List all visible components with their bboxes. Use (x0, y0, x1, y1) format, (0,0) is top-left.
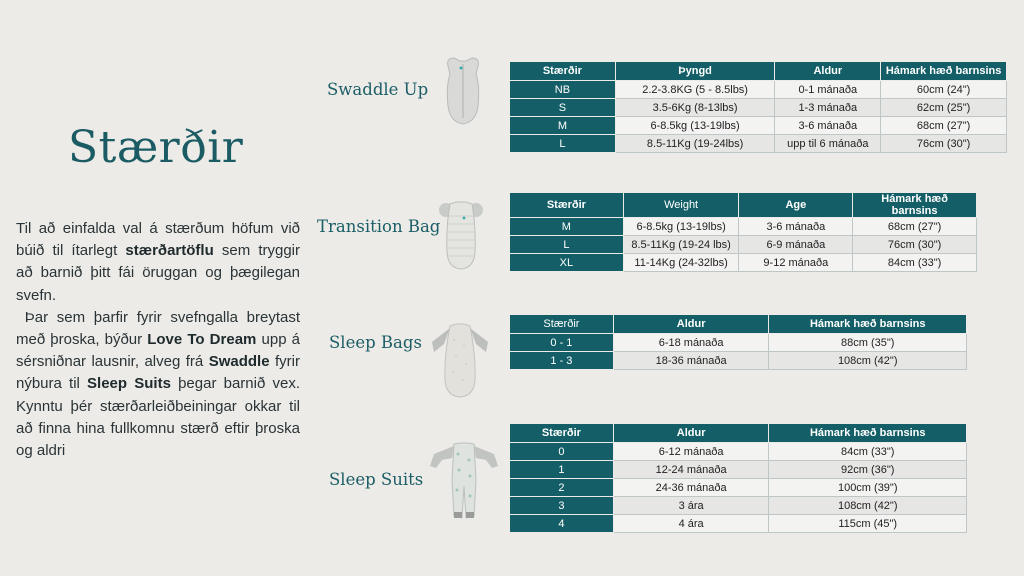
size-cell: NB (510, 81, 616, 99)
table-cell: 3-6 mánaða (739, 218, 853, 236)
table-row (510, 497, 967, 515)
table-row (510, 135, 1007, 153)
table-cell: upp til 6 mánaða (775, 135, 881, 153)
size-cell: L (510, 236, 624, 254)
table-cell: 88cm (35") (769, 334, 967, 352)
table-cell: 1-3 mánaða (775, 99, 881, 117)
table-cell: 115cm (45") (769, 515, 967, 533)
table-header-row (510, 193, 977, 218)
table-row (510, 81, 1007, 99)
page-title: Stærðir (68, 122, 244, 173)
table-row (510, 352, 967, 370)
size-cell: S (510, 99, 616, 117)
size-cell: 1 - 3 (510, 352, 614, 370)
table-cell: 11-14Kg (24-32lbs) (623, 254, 739, 272)
table-cell: 6-18 mánaða (613, 334, 769, 352)
table-cell: 2.2-3.8KG (5 - 8.5lbs) (615, 81, 775, 99)
size-cell: M (510, 117, 616, 135)
product-label-transition-bag: Transition Bag (317, 217, 441, 236)
size-cell: L (510, 135, 616, 153)
table-cell: 68cm (27") (853, 218, 977, 236)
intro-paragraph-2: Þar sem þarfir fyrir svefngalla breytast með þroska, býður Love To Dream upp á sérsniðnar lausnir, alveg frá Swaddle fyrir nýbura til Sleep Suits þegar barnið vex. Kynntu þér stærðarleiðbeiningar okkar til að finna hina fullkomnu stærð eftir þroska og aldri (16, 308, 301, 460)
table-cell: 62cm (25") (881, 99, 1007, 117)
table-header-row (510, 315, 967, 334)
column-header: Hámark hæð barnsins (769, 424, 967, 443)
column-header: Aldur (613, 424, 769, 443)
column-header: Hámark hæð barnsins (881, 62, 1007, 81)
product-label-swaddle-up: Swaddle Up (327, 80, 429, 99)
size-cell: 3 (510, 497, 614, 515)
column-header: Hámark hæð barnsins (853, 193, 977, 218)
column-header: Weight (623, 193, 739, 218)
size-cell: 2 (510, 479, 614, 497)
table-row (510, 236, 977, 254)
column-header: Hámark hæð barnsins (769, 315, 967, 334)
table-cell: 6-8.5kg (13-19lbs) (623, 218, 739, 236)
table-cell: 4 ára (613, 515, 769, 533)
size-cell: XL (510, 254, 624, 272)
table-row (510, 254, 977, 272)
table-cell: 100cm (39") (769, 479, 967, 497)
table-cell: 24-36 mánaða (613, 479, 769, 497)
column-header: Þyngd (615, 62, 775, 81)
table-cell: 0-1 mánaða (775, 81, 881, 99)
table-cell: 6-12 mánaða (613, 443, 769, 461)
column-header: Stærðir (510, 62, 616, 81)
product-label-sleep-suits: Sleep Suits (329, 470, 424, 489)
table-cell: 76cm (30") (853, 236, 977, 254)
table-row (510, 99, 1007, 117)
table-cell: 108cm (42") (769, 352, 967, 370)
size-cell: 0 (510, 443, 614, 461)
table-cell: 3-6 mánaða (775, 117, 881, 135)
table-row (510, 334, 967, 352)
table-cell: 18-36 mánaða (613, 352, 769, 370)
table-cell: 8.5-11Kg (19-24lbs) (615, 135, 775, 153)
column-header: Aldur (613, 315, 769, 334)
table-cell: 6-9 mánaða (739, 236, 853, 254)
sleep-bag-image (428, 320, 492, 400)
column-header: Stærðir (510, 424, 614, 443)
table-cell: 84cm (33") (853, 254, 977, 272)
table-row (510, 218, 977, 236)
table-cell: 60cm (24") (881, 81, 1007, 99)
size-cell: 1 (510, 461, 614, 479)
table-cell: 12-24 mánaða (613, 461, 769, 479)
table-cell: 3.5-6Kg (8-13lbs) (615, 99, 775, 117)
table-header-row (510, 62, 1007, 81)
column-header: Aldur (775, 62, 881, 81)
swaddle-up-image (440, 56, 486, 128)
size-table-swaddle-up (509, 61, 1007, 153)
size-table-sleep-bags (509, 314, 967, 370)
column-header: Stærðir (510, 315, 614, 334)
table-header-row (510, 424, 967, 443)
table-row (510, 479, 967, 497)
table-row (510, 515, 967, 533)
size-cell: M (510, 218, 624, 236)
intro-text (16, 218, 300, 462)
table-cell: 6-8.5kg (13-19lbs) (615, 117, 775, 135)
size-table-sleep-suits (509, 423, 967, 533)
column-header: Stærðir (510, 193, 624, 218)
column-header: Age (739, 193, 853, 218)
table-cell: 92cm (36") (769, 461, 967, 479)
table-row (510, 461, 967, 479)
table-cell: 68cm (27") (881, 117, 1007, 135)
size-cell: 4 (510, 515, 614, 533)
transition-bag-image (438, 196, 484, 272)
table-cell: 76cm (30") (881, 135, 1007, 153)
table-cell: 84cm (33") (769, 443, 967, 461)
table-cell: 8.5-11Kg (19-24 lbs) (623, 236, 739, 254)
sleep-suit-image (428, 440, 500, 520)
size-table-transition-bag (509, 192, 977, 272)
product-label-sleep-bags: Sleep Bags (329, 333, 422, 352)
table-row (510, 443, 967, 461)
table-row (510, 117, 1007, 135)
table-cell: 3 ára (613, 497, 769, 515)
size-cell: 0 - 1 (510, 334, 614, 352)
table-cell: 108cm (42") (769, 497, 967, 515)
intro-paragraph-1: Til að einfalda val á stærðum höfum við búið til ítarlegt stærðartöflu sem tryggir að barnið þitt fái öruggan og þægilegan svefn. (16, 220, 300, 304)
table-cell: 9-12 mánaða (739, 254, 853, 272)
